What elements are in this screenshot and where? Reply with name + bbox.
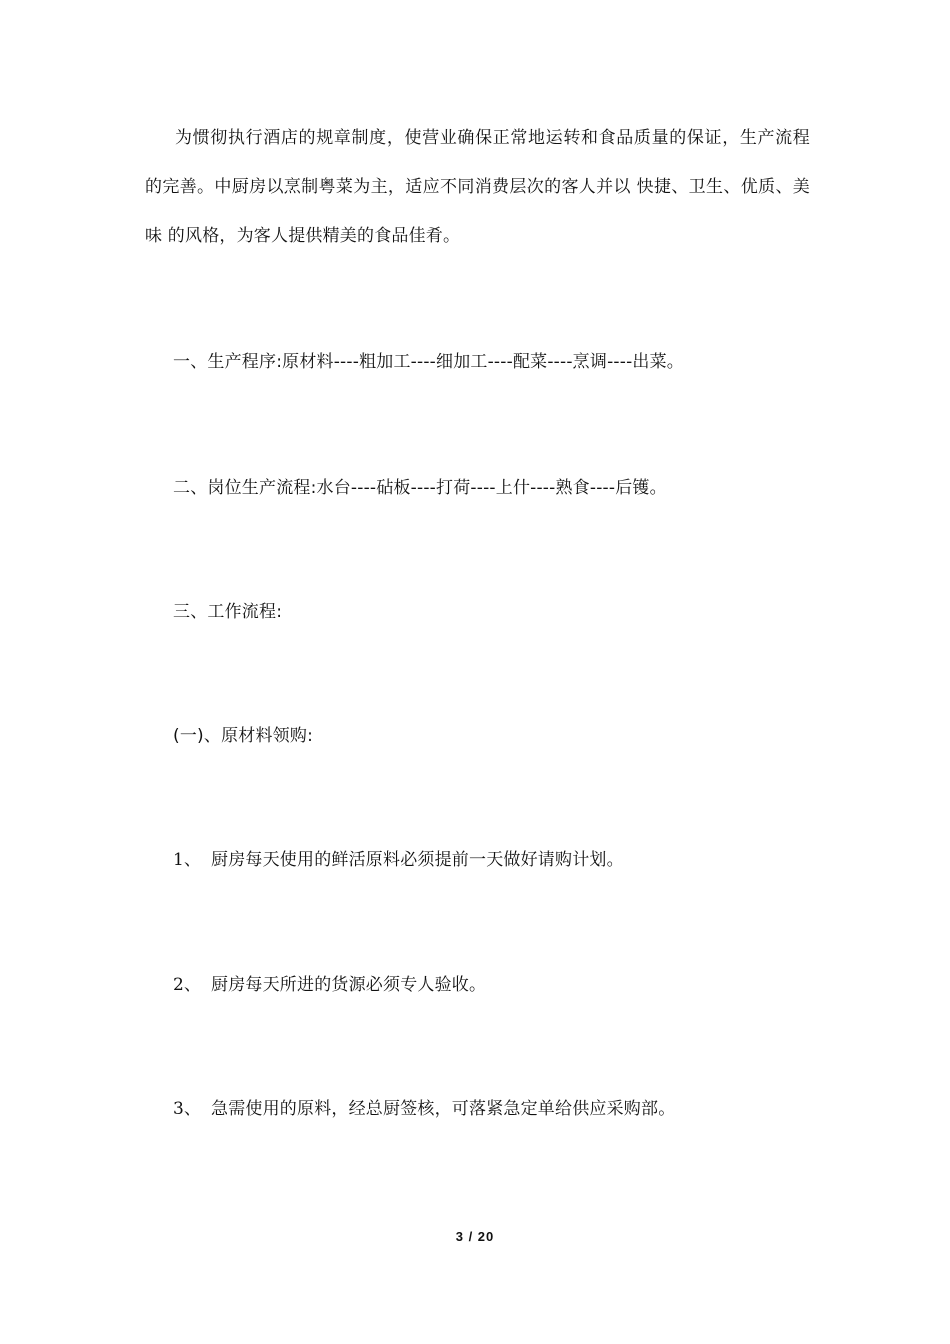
list-item-text: 急需使用的原料，经总厨签核，可落紧急定单给供应采购部。 bbox=[211, 1099, 676, 1119]
section-work-process: 三、工作流程: bbox=[173, 602, 283, 622]
list-item bbox=[173, 848, 823, 872]
list-item-text: 厨房每天使用的鲜活原料必须提前一天做好请购计划。 bbox=[211, 850, 624, 870]
page-number: 3 / 20 bbox=[455, 1229, 495, 1244]
list-item bbox=[173, 1097, 823, 1121]
subsection-raw-material-purchase: (一)、原材料领购: bbox=[173, 726, 313, 746]
list-item-number: 3、 bbox=[173, 1099, 202, 1119]
section-production-procedure: 一、生产程序:原材料----粗加工----细加工----配菜----烹调----出菜。 bbox=[173, 352, 685, 372]
section-position-workflow: 二、岗位生产流程:水台----砧板----打荷----上什----熟食----后镬。 bbox=[173, 478, 667, 498]
list-item-text: 厨房每天所进的货源必须专人验收。 bbox=[211, 975, 487, 995]
list-item-number: 1、 bbox=[173, 850, 202, 870]
list-item-number: 2、 bbox=[173, 975, 202, 995]
list-item bbox=[173, 973, 823, 997]
intro-paragraph: 为惯彻执行酒店的规章制度，使营业确保正常地运转和食品质量的保证，生产流程的完善。中厨房以烹制粤菜为主，适应不同消费层次的客人并以 快捷、卫生、优质、美味 的风格，为客人提供精美的食品佳肴。 bbox=[145, 128, 810, 246]
